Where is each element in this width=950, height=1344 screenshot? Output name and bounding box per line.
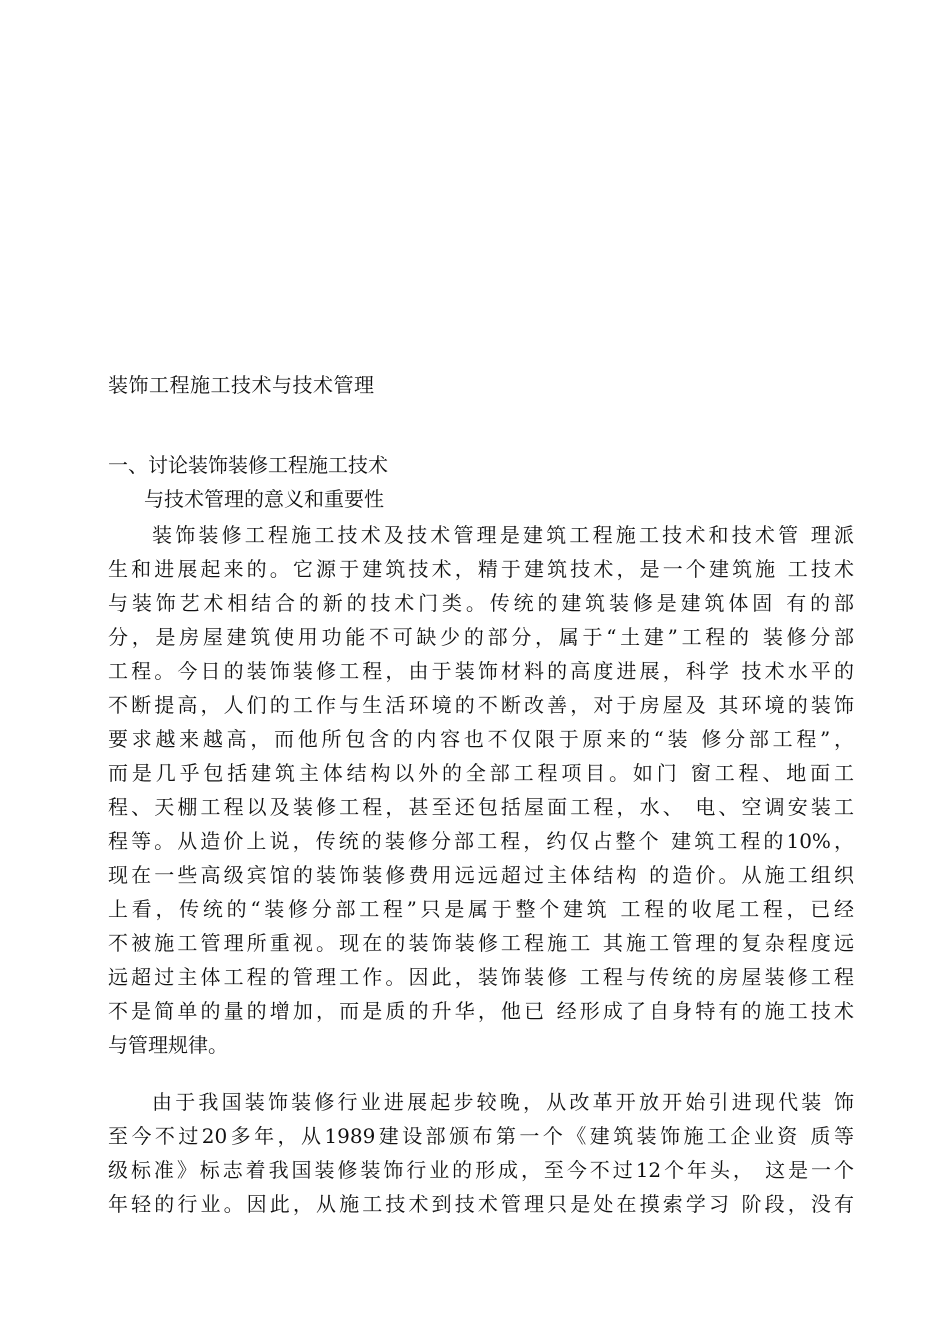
paragraph-line: 不断提高，人们的工作与生活环境的不断改善，对于房屋及 其环境的装饰: [108, 693, 854, 717]
paragraph-line: 与装饰艺术相结合的新的技术门类。传统的建筑装修是建筑体固 有的部: [108, 591, 854, 615]
section-heading: 一、讨论装饰装修工程施工技术: [108, 453, 388, 477]
section-subheading: 与技术管理的意义和重要性: [144, 487, 384, 511]
paragraph-line: 远超过主体工程的管理工作。因此，装饰装修 工程与传统的房屋装修工程: [108, 965, 854, 989]
body-paragraph-1: [108, 518, 854, 1062]
document-title: 装饰工程施工技术与技术管理: [108, 373, 375, 397]
paragraph-line: 装饰装修工程施工技术及技术管理是建筑工程施工技术和技术管 理派: [152, 523, 854, 547]
paragraph-line: 而是几乎包括建筑主体结构以外的全部工程项目。如门 窗工程、地面工: [108, 761, 854, 785]
paragraph-line: 至今不过20多年，从1989建设部颁布第一个《建筑装饰施工企业资 质等: [108, 1124, 854, 1148]
paragraph-line: 要求越来越高，而他所包含的内容也不仅限于原来的“装 修分部工程”，: [108, 727, 854, 751]
body-paragraph-2: [108, 1085, 854, 1221]
paragraph-line: 程等。从造价上说，传统的装修分部工程，约仅占整个 建筑工程的10%，: [108, 829, 854, 853]
paragraph-line: 不是简单的量的增加，而是质的升华，他已 经形成了自身特有的施工技术: [108, 999, 854, 1023]
paragraph-line: 不被施工管理所重视。现在的装饰装修工程施工 其施工管理的复杂程度远: [108, 931, 854, 955]
paragraph-line: 生和进展起来的。它源于建筑技术，精于建筑技术，是一个建筑施 工技术: [108, 557, 854, 581]
paragraph-line: 与管理规律。: [108, 1033, 228, 1057]
paragraph-line: 年轻的行业。因此，从施工技术到技术管理只是处在摸索学习 阶段，没有: [108, 1192, 854, 1216]
paragraph-line: 程、天棚工程以及装修工程，甚至还包括屋面工程，水、 电、空调安装工: [108, 795, 854, 819]
paragraph-line: 现在一些高级宾馆的装饰装修费用远远超过主体结构 的造价。从施工组织: [108, 863, 854, 887]
paragraph-line: 级标准》标志着我国装修装饰行业的形成，至今不过12个年头， 这是一个: [108, 1158, 854, 1182]
paragraph-line: 上看，传统的“装修分部工程”只是属于整个建筑 工程的收尾工程，已经: [108, 897, 854, 921]
paragraph-line: 由于我国装饰装修行业进展起步较晚，从改革开放开始引进现代装 饰: [152, 1090, 854, 1114]
paragraph-line: 分，是房屋建筑使用功能不可缺少的部分，属于“土建”工程的 装修分部: [108, 625, 854, 649]
paragraph-line: 工程。今日的装饰装修工程，由于装饰材料的高度进展，科学 技术水平的: [108, 659, 854, 683]
